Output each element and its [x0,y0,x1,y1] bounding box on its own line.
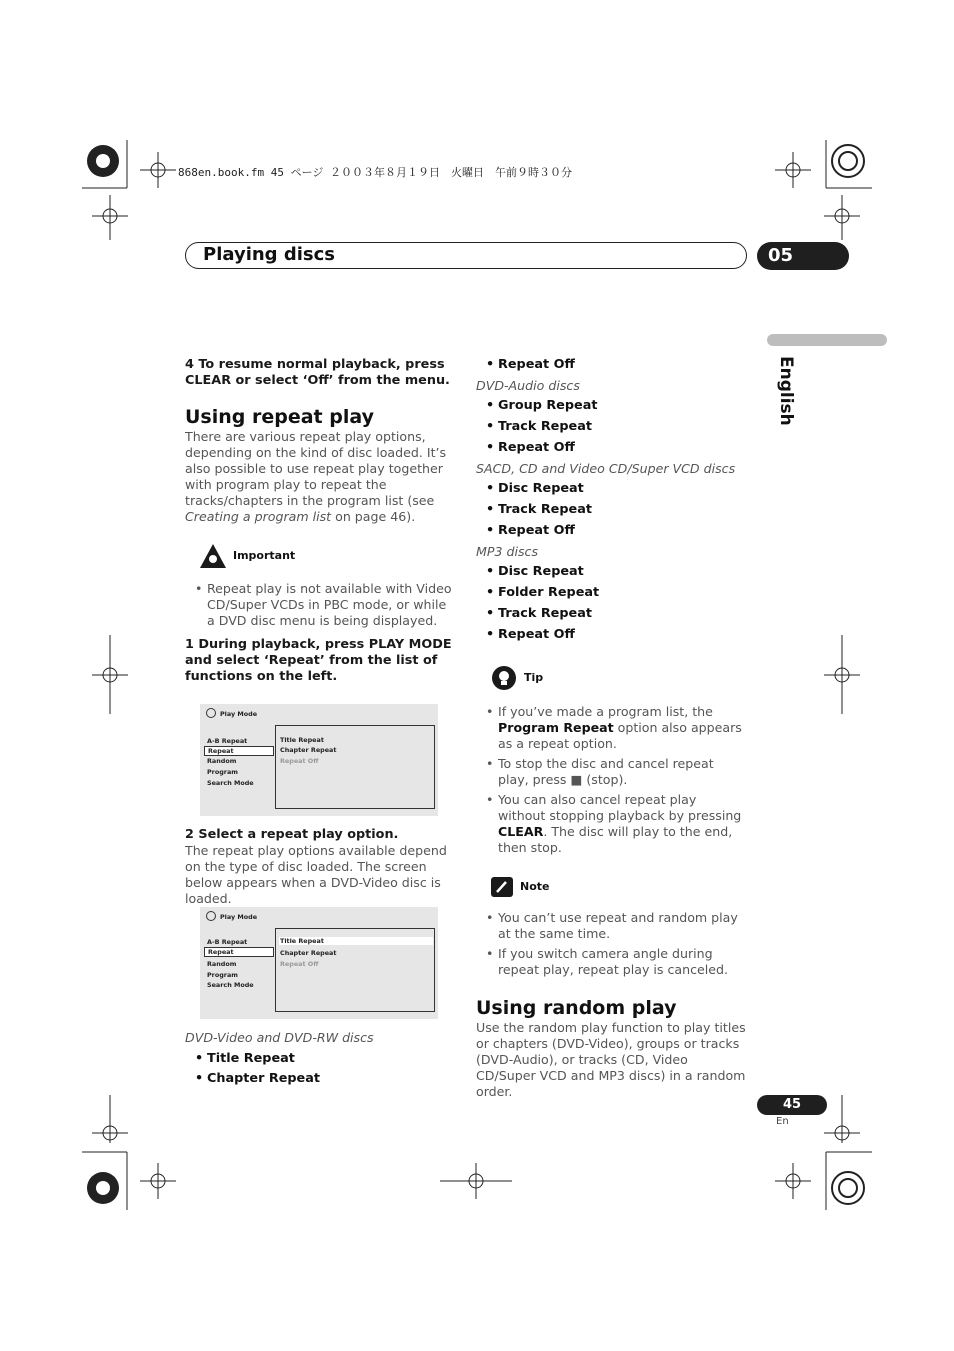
option-track-repeat: • Track Repeat [476,502,746,523]
option-group-repeat: • Group Repeat [476,398,746,419]
play-mode-screen-1 [200,704,438,816]
option-repeat-off: • Repeat Off [476,440,746,461]
tip-callout [490,664,746,692]
important-callout [199,543,453,569]
menu-item-program: Program [207,768,238,776]
option-disc-repeat: • Disc Repeat [476,564,746,585]
option-chapter-repeat: Chapter Repeat [280,746,337,754]
screen-title: Play Mode [220,913,258,921]
starburst-top-right [832,145,864,177]
option-track-repeat: • Track Repeat [476,419,746,440]
note-list [476,910,746,978]
page-title: Playing discs [203,244,335,265]
language-tab [767,334,887,346]
important-text: • Repeat play is not available with Video CD/Super VCDs in PBC mode, or while a DVD disc menu is being displayed. [185,581,453,629]
category-dvd-video: DVD-Video and DVD-RW discs [185,1030,374,1045]
menu-item-search-mode: Search Mode [207,981,254,989]
note-item-1: • You can’t use repeat and random play at the same time. [476,910,746,942]
option-repeat-off: • Repeat Off [476,523,746,544]
tip-list [476,704,746,856]
tip-item-2: • To stop the disc and cancel repeat play, press ■ (stop). [476,756,746,788]
category-sacd-cd: SACD, CD and Video CD/Super VCD discs [476,460,736,476]
important-label: Important [233,549,296,562]
menu-item-repeat: Repeat [204,947,274,957]
dvd-video-section [185,1030,453,1092]
step-1: 1 During playback, press PLAY MODE and select ‘Repeat’ from the list of functions on the left. [185,637,452,684]
pencil-note-icon [490,876,514,898]
menu-item-repeat: Repeat [204,746,274,756]
option-chapter-repeat: • Chapter Repeat [185,1071,453,1092]
option-chapter-repeat: Chapter Repeat [280,949,337,957]
menu-item-random: Random [207,757,237,765]
option-folder-repeat: • Folder Repeat [476,585,746,606]
left-column [185,357,453,685]
option-repeat-off: Repeat Off [280,960,319,968]
page-number: 45 [757,1095,827,1115]
option-repeat-off: • Repeat Off [476,627,746,648]
category-mp3: MP3 discs [476,543,539,559]
tip-item-1: • If you’ve made a program list, the Program Repeat option also appears as a repeat option. [476,704,746,752]
note-label: Note [520,879,550,893]
options-panel [275,928,435,1012]
menu-item-search-mode: Search Mode [207,779,254,787]
disc-icon [206,911,216,921]
repeat-intro: There are various repeat play options, depending on the kind of disc loaded. It’s also possible to use repeat play together with program play to repeat the tracks/chapters in the program list (see Creating a program list on page 46). [185,429,447,524]
menu-item-ab-repeat: A-B Repeat [207,737,248,745]
language-label: English [776,356,796,426]
lightbulb-icon [490,664,518,692]
tip-label: Tip [524,670,544,684]
starburst-top-left [87,145,119,177]
option-title-repeat: Title Repeat [279,937,433,945]
play-mode-screen-2 [200,907,438,1019]
screen-title: Play Mode [220,710,258,718]
option-repeat-off: Repeat Off [280,757,319,765]
file-header: 868en.book.fm 45 ページ ２００３年８月１９日 火曜日 午前９時３０分 [178,166,572,179]
note-callout [490,876,746,898]
option-track-repeat: • Track Repeat [476,606,746,627]
page-language: En [776,1116,789,1127]
step-2-text: The repeat play options available depend on the type of disc loaded. The screen below appears when a DVD-Video disc is loaded. [185,843,447,906]
menu-item-program: Program [207,971,238,979]
random-text: Use the random play function to play titles or chapters (DVD-Video), groups or tracks (DVD-Audio), or tracks (CD, Video CD/Super VCD and MP3 discs) in a random order. [476,1019,746,1099]
menu-item-ab-repeat: A-B Repeat [207,938,248,946]
right-column [476,357,746,1100]
option-title-repeat: • Title Repeat [185,1051,453,1072]
options-panel [275,725,435,809]
starburst-bottom-left [87,1172,119,1204]
chapter-number: 05 [757,242,849,270]
starburst-bottom-right [832,1172,864,1204]
warning-icon [199,543,227,569]
menu-item-random: Random [207,960,237,968]
option-title-repeat: Title Repeat [280,736,324,744]
section-title-repeat: Using repeat play [185,406,374,428]
note-item-2: • If you switch camera angle during repeat play, repeat play is canceled. [476,946,746,978]
category-dvd-audio: DVD-Audio discs [476,377,580,393]
section-title-random: Using random play [476,996,677,1019]
step-2: 2 Select a repeat play option. [185,827,399,842]
step-4: 4 To resume normal playback, press CLEAR or select ‘Off’ from the menu. [185,357,450,388]
option-disc-repeat: • Disc Repeat [476,481,746,502]
tip-item-3: • You can also cancel repeat play without stopping playback by pressing CLEAR. The disc will play to the end, then stop. [476,792,746,856]
option-repeat-off: • Repeat Off [476,357,746,378]
disc-icon [206,708,216,718]
left-column-step2 [185,827,453,907]
